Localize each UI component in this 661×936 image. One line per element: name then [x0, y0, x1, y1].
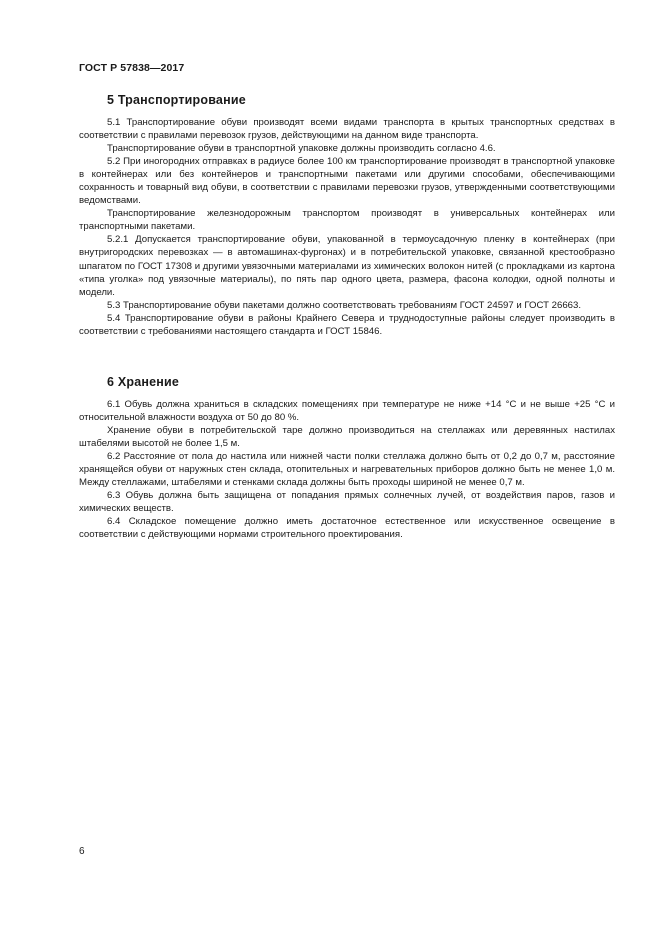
section-body-storage — [79, 398, 615, 542]
page-number: 6 — [79, 846, 85, 857]
paragraph: 5.2.1 Допускается транспортирование обуви, упакованной в термоусадочную пленку в контейнерах (при внутригородских перевозках — в автомашинах-фургонах) и в потребительской упаковке, связанной крестообразно шпагатом по ГОСТ 17308 и другими увязочными материалами из химических волокон нитей (с прокладками из картона «типа уголка» под увязочные материалы), по пять пар одного цвета, размера, фасона колодки, одной полноты и модели. — [79, 234, 615, 298]
paragraph: 6.4 Складское помещение должно иметь достаточное естественное или искусственное освещение в соответствии с действующими нормами строительного проектирования. — [79, 516, 615, 541]
paragraph: 6.1 Обувь должна храниться в складских помещениях при температуре не ниже +14 °С и не выше +25 °С и относительной влажности воздуха от 50 до 80 %. — [79, 399, 615, 424]
paragraph: Транспортирование железнодорожным транспортом производят в универсальных контейнерах или транспортными пакетами. — [79, 208, 615, 233]
paragraph: 5.3 Транспортирование обуви пакетами должно соответствовать требованиям ГОСТ 24597 и ГОСТ 26663. — [107, 299, 582, 311]
paragraph: 5.2 При иногородних отправках в радиусе более 100 км транспортирование производят в транспортной упаковке в контейнерах или без контейнеров и транспортными пакетами или другими способами, обеспечивающими сохранность и товарный вид обуви, в соответствии с правилами перевозки грузов, утвержденными соответствующими ведомствами. — [79, 156, 615, 207]
paragraph: 5.4 Транспортирование обуви в районы Крайнего Севера и труднодоступные районы следует производить в соответствии с требованиями настоящего стандарта и ГОСТ 15846. — [79, 312, 615, 337]
document-header: ГОСТ Р 57838—2017 — [79, 62, 185, 74]
section-title-transport: 5 Транспортирование — [107, 93, 246, 107]
paragraph: Хранение обуви в потребительской таре должно производиться на стеллажах или деревянных настилах штабелями высотой не более 1,5 м. — [79, 425, 615, 450]
section-title-storage: 6 Хранение — [107, 375, 180, 389]
paragraph: 6.3 Обувь должна быть защищена от попадания прямых солнечных лучей, от воздействия паров, газов и химических веществ. — [79, 490, 615, 515]
paragraph: Транспортирование обуви в транспортной упаковке должны производить согласно 4.6. — [107, 143, 496, 155]
paragraph: 5.1 Транспортирование обуви производят всеми видами транспорта в крытых транспортных средствах в соответствии с правилами перевозок грузов, действующими на данном виде транспорта. — [79, 117, 615, 142]
paragraph: 6.2 Расстояние от пола до настила или нижней части полки стеллажа должно быть от 0,2 до 0,7 м, расстояние хранящейся обуви от наружных стен склада, отопительных и нагревательных приборов должно быть не менее 1,0 м. Между стеллажами, штабелями и стенками склада должны быть проходы шириной не менее 0,7 м. — [79, 451, 615, 489]
section-body-transport — [79, 116, 615, 338]
